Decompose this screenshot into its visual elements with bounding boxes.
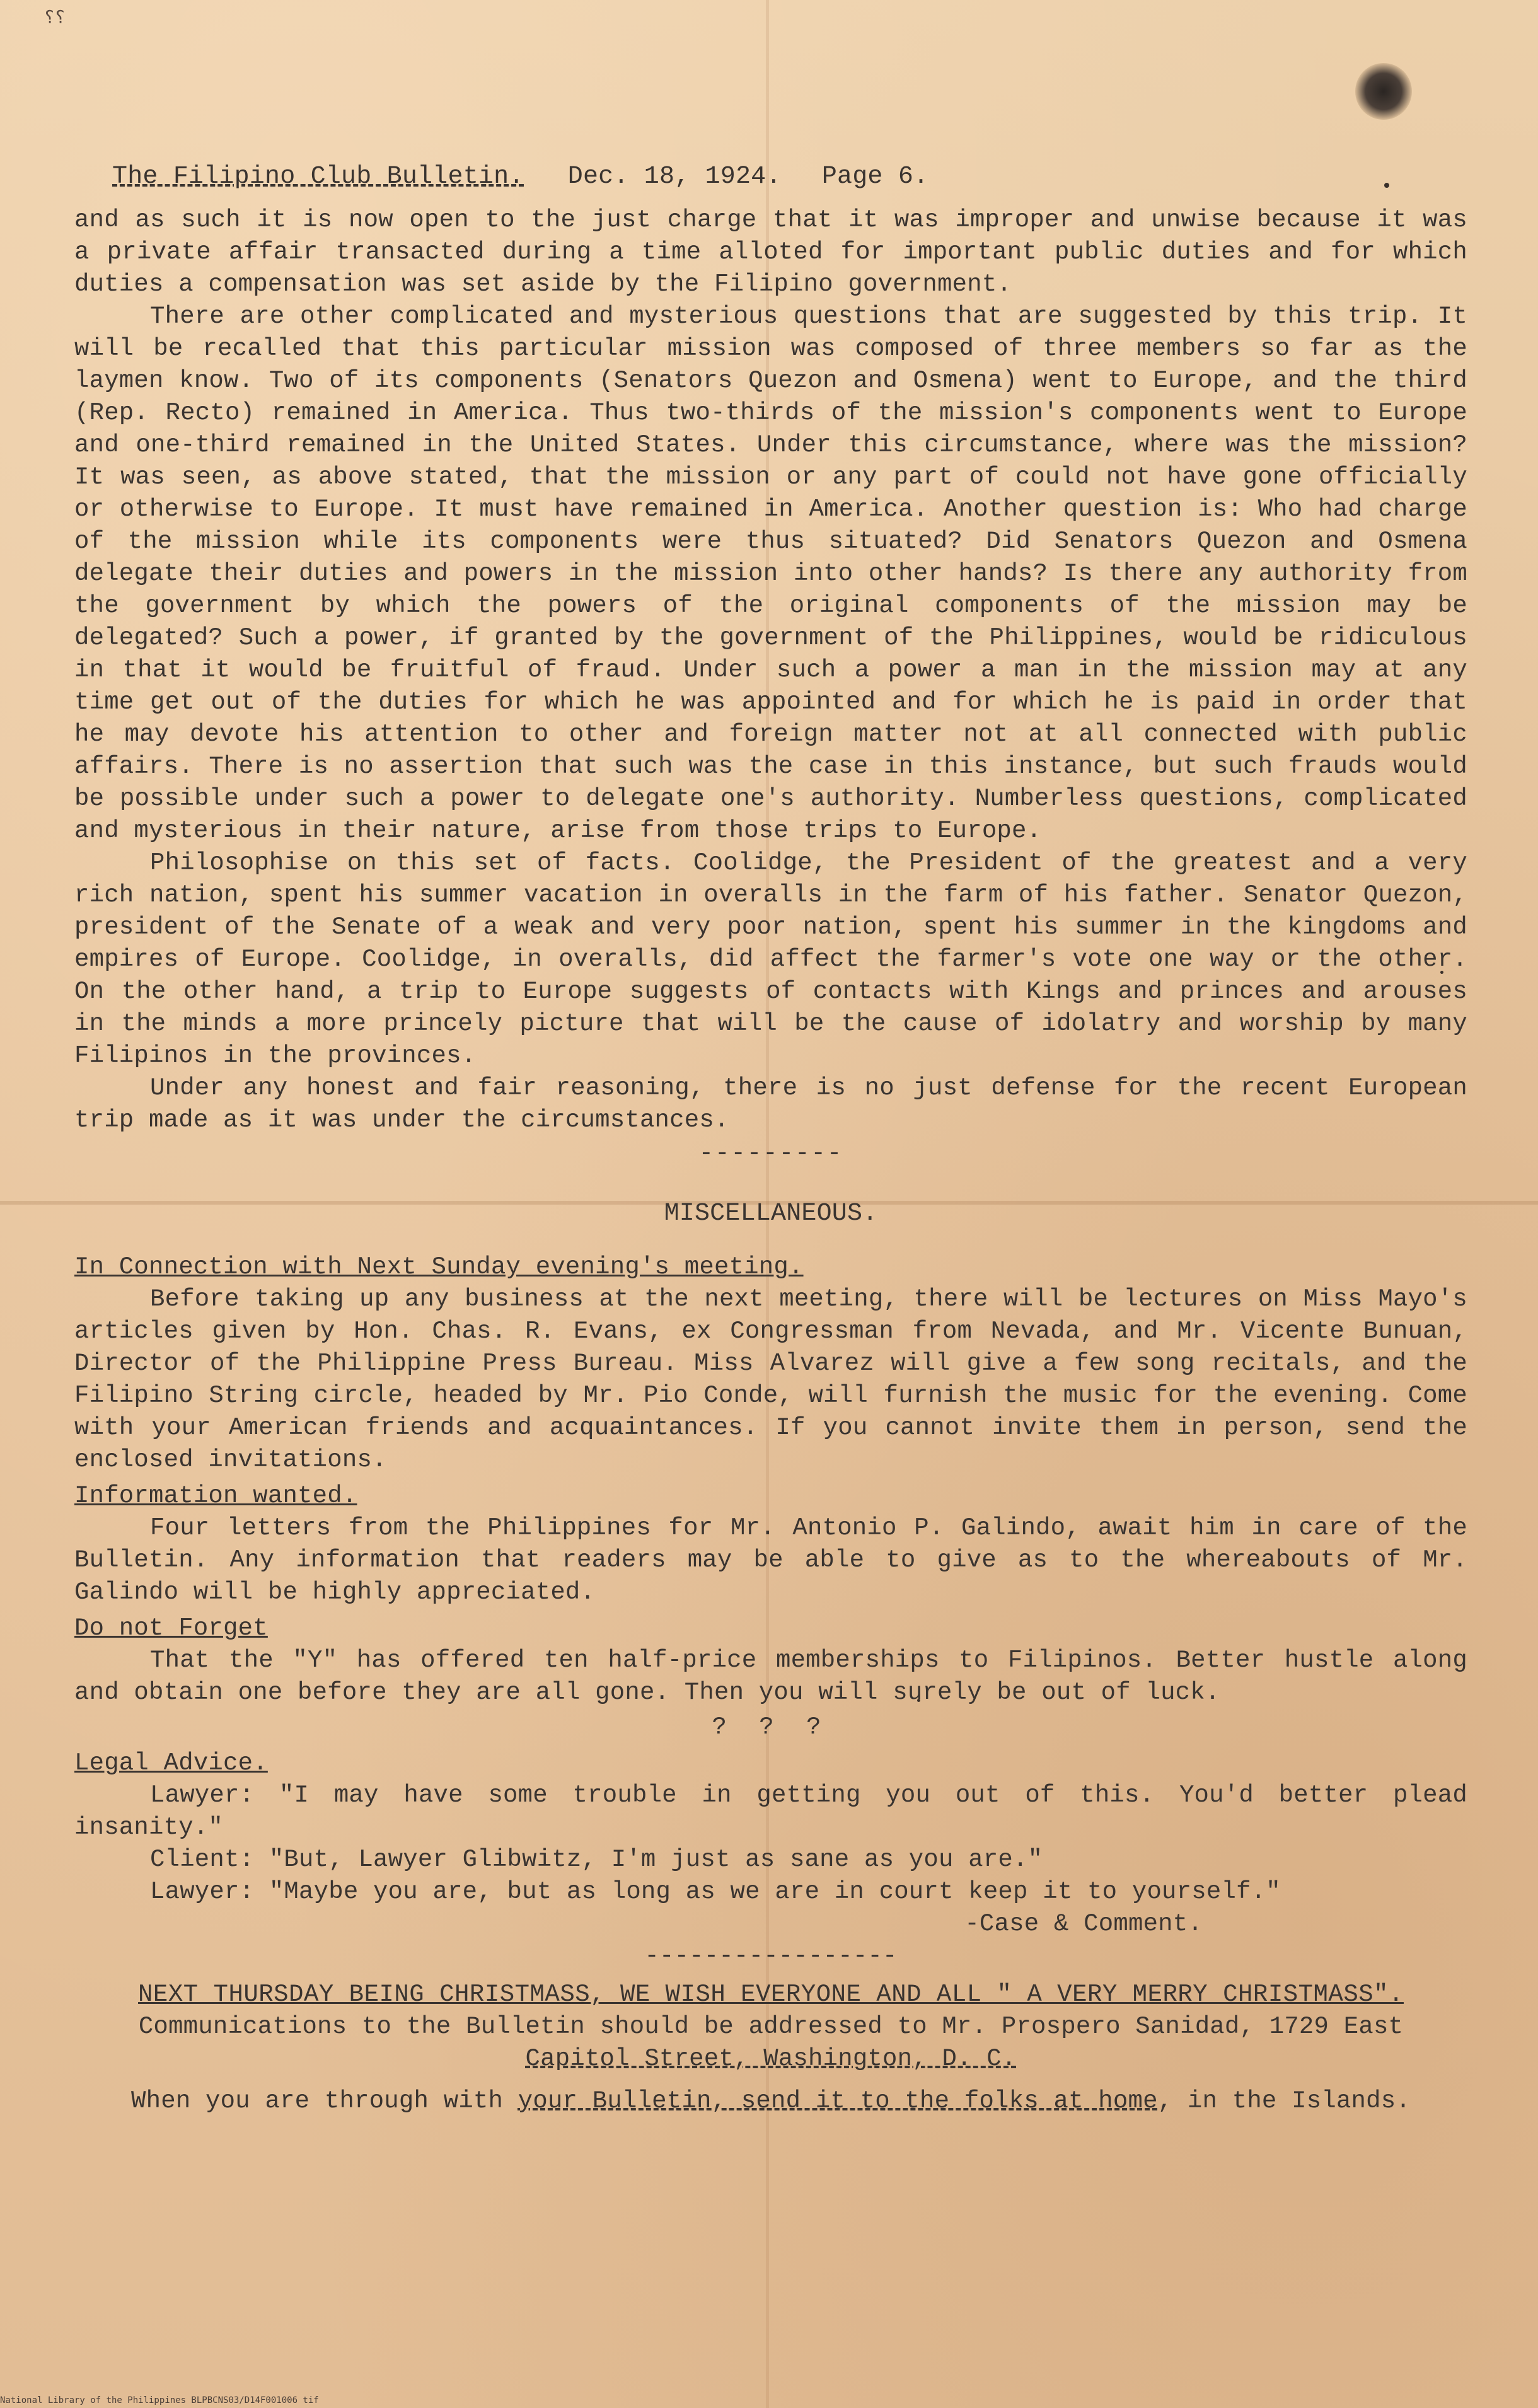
communications-line: Communications to the Bulletin should be addressed to Mr. Prospero Sanidad, 1729 East — [138, 2013, 1404, 2040]
bulletin-date: Dec. 18, 1924. — [567, 163, 782, 191]
paragraph-conclusion: Under any honest and fair reasoning, there is no just defense for the recent European trip made as it was under the circumstances. — [74, 1074, 1467, 1134]
communications-address: Capitol Street, Washington, D. C. — [525, 2045, 1017, 2073]
paragraph-sunday-meeting: Before taking up any business at the next meeting, there will be lectures on Miss Mayo's articles given by Hon. Chas. R. Evans, ex Congressman from Nevada, and Mr. Vicente Bunuan, Director of the Philippine Press Bureau. Miss Alvarez will give a few song recitals, and the Filipino String circle, headed by Mr. Pio Conde, will furnish the music for the evening. Come with your American friends and acquaintances. If you cannot invite them in person, send the enclosed invitations. — [74, 1285, 1467, 1474]
question-marks: ? ? ? — [712, 1713, 830, 1741]
paragraph-philosophise: Philosophise on this set of facts. Coolidge, the President of the greatest and a very rich nation, spent his summer vacation in overalls in the farm of his father. Senator Quezon, president of the Senate of a weak and very poor nation, spent his summer in the kingdoms and empires of Europe. Coolidge, in overalls, did affect the farmer's vote one way or the other. On the other hand, a trip to Europe suggests of contacts with Kings and princes and arouses in the minds a more princely picture that will be the cause of idolatry and worship by many Filipinos in the provinces. — [74, 849, 1467, 1070]
bulletin-title: The Filipino Club Bulletin. — [112, 163, 524, 191]
paragraph-information-wanted: Four letters from the Philippines for Mr. Antonio P. Galindo, await him in care of the Bulletin. Any information that readers may be able to give as to the whereabouts of Mr. Galindo will be highly appreciated. — [74, 1514, 1467, 1606]
legal-dialog-line: Lawyer: "Maybe you are, but as long as we are in court keep it to yourself." — [150, 1878, 1281, 1906]
paragraph-do-not-forget: That the "Y" has offered ten half-price memberships to Filipinos. Better hustle along and obtain one before they are all gone. Then you will surely be out of luck. — [74, 1647, 1467, 1706]
subhead-information-wanted: Information wanted. — [74, 1482, 357, 1510]
page-header — [112, 161, 1467, 193]
section-title-miscellaneous: MISCELLANEOUS. — [664, 1200, 878, 1228]
subhead-legal-advice: Legal Advice. — [74, 1749, 268, 1777]
corner-mark: ⸮⸮ — [44, 9, 66, 28]
page-number: Page 6. — [821, 163, 929, 191]
archive-credit: National Library of the Philippines BLPBCNS03/D14F001006 tif — [0, 2395, 319, 2405]
subhead-do-not-forget: Do not Forget — [74, 1614, 268, 1642]
punch-hole — [1355, 63, 1412, 120]
legal-dialog-line: Lawyer: "I may have some trouble in getting you out of this. You'd better plead insanity." — [74, 1781, 1467, 1841]
footer-text-underlined: your Bulletin, send it to the folks at home — [517, 2087, 1158, 2115]
footer-text: , in the Islands. — [1157, 2087, 1411, 2115]
footer-note — [74, 2085, 1467, 2117]
legal-dialog-line: Client: "But, Lawyer Glibwitz, I'm just as sane as you are." — [150, 1846, 1043, 1873]
paragraph-questions: There are other complicated and mysterious questions that are suggested by this trip. It will be recalled that this particular mission was composed of three members so far as the laymen know. Two of its components (Senators Quezon and Osmena) went to Europe, and the third (Rep. Recto) remained in America. Thus two-thirds of the mission's components went to Europe and one-third remained in the United States. Under this circumstance, where was the mission? It was seen, as above stated, that the mission or any part of could not have gone officially or otherwise to Europe. It must have remained in America. Another question is: Who had charge of the mission while its components were thus situated? Did Senators Quezon and Osmena delegate their duties and powers in the mission into other hands? Is there any authority from the government by which the powers of the original components of the mission may be delegated? Such a power, if granted by the government of the Philippines, would be ridiculous in that it would be fruitful of fraud. Under such a power a man in the mission may at any time get out of the duties for which he was appointed and for which he is paid in order that he may devote his attention to other and foreign matter not at all connected with public affairs. There is no assertion that such was the case in this instance, but such frauds would be possible under such a power to delegate one's authority. Numberless questions, complicated and mysterious in their nature, arise from those trips to Europe. — [74, 303, 1467, 845]
legal-attribution: -Case & Comment. — [964, 1910, 1203, 1938]
separator: --------- — [698, 1140, 843, 1167]
bulletin-content — [74, 161, 1467, 2117]
footer-text: When you are through with — [131, 2087, 518, 2115]
christmas-greeting: NEXT THURSDAY BEING CHRISTMASS, WE WISH EVERYONE AND ALL " A VERY MERRY CHRISTMASS". — [138, 1981, 1404, 2008]
subhead-sunday-meeting: In Connection with Next Sunday evening's meeting. — [74, 1253, 804, 1281]
separator: ----------------- — [644, 1942, 898, 1970]
paragraph-continued: and as such it is now open to the just charge that it was improper and unwise because it was a private affair transacted during a time alloted for important public duties and for which duties a compensation was set aside by the Filipino government. — [74, 206, 1467, 298]
